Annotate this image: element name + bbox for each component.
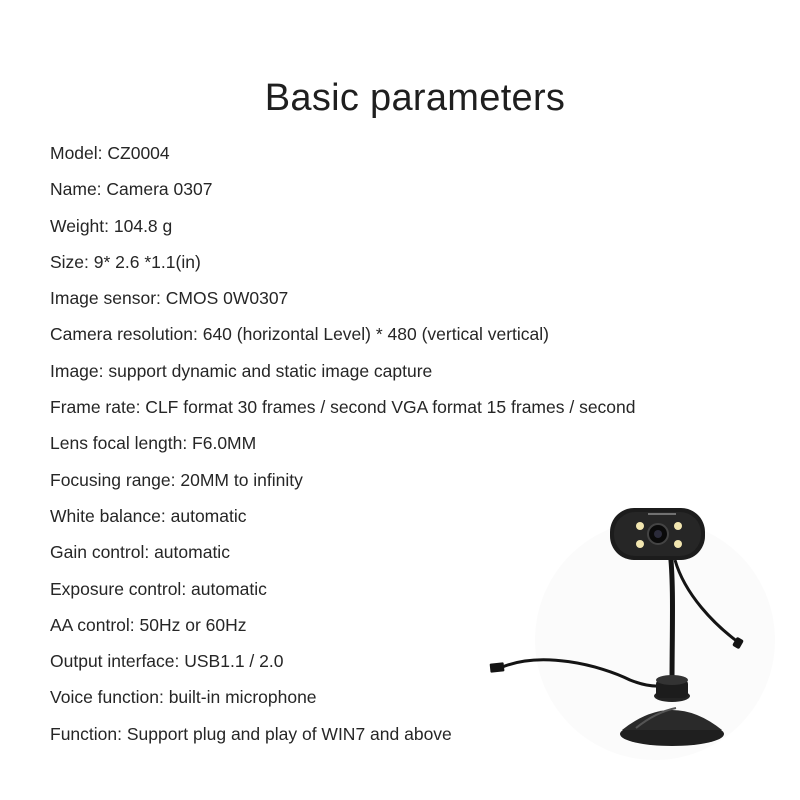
param-function: Function: Support plug and play of WIN7 and above	[50, 723, 452, 744]
param-white-balance: White balance: automatic	[50, 505, 247, 526]
param-weight: Weight: 104.8 g	[50, 215, 173, 236]
param-size: Size: 9* 2.6 *1.1(in)	[50, 251, 201, 272]
param-image: Image: support dynamic and static image capture	[50, 360, 433, 381]
webcam-icon	[480, 490, 780, 760]
param-lens-focal-length: Lens focal length: F6.0MM	[50, 433, 257, 454]
page-title: Basic parameters	[264, 77, 566, 120]
param-image-sensor: Image sensor: CMOS 0W0307	[50, 288, 289, 309]
param-aa-control: AA control: 50Hz or 60Hz	[50, 614, 247, 635]
param-focusing-range: Focusing range: 20MM to infinity	[50, 469, 303, 490]
param-gain-control: Gain control: automatic	[50, 542, 230, 563]
param-model: Model: CZ0004	[50, 143, 170, 163]
webcam-product-image	[480, 490, 780, 760]
param-name: Name: Camera 0307	[50, 179, 213, 200]
param-frame-rate: Frame rate: CLF format 30 frames / second VGA format 15 frames / second	[50, 397, 636, 418]
param-exposure-control: Exposure control: automatic	[50, 578, 267, 599]
param-output-interface: Output interface: USB1.1 / 2.0	[50, 651, 284, 672]
param-camera-resolution: Camera resolution: 640 (horizontal Level) * 480 (vertical vertical)	[50, 324, 549, 345]
param-voice-function: Voice function: built-in microphone	[50, 687, 317, 708]
